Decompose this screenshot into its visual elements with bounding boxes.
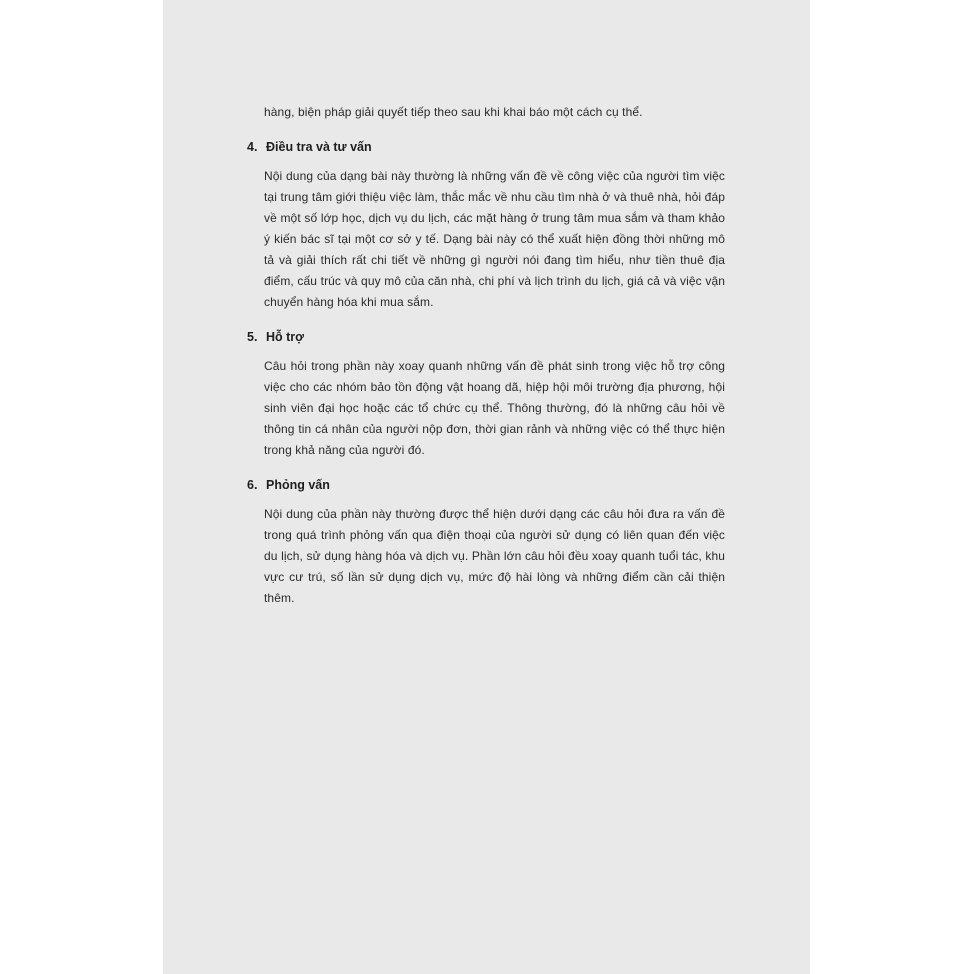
book-page (163, 0, 810, 974)
section-phong-van (247, 475, 725, 609)
section-dieu-tra-va-tu-van (247, 137, 725, 313)
section-number: 5. (247, 330, 258, 344)
section-body: Câu hỏi trong phần này xoay quanh những vấn đề phát sinh trong việc hỗ trợ công việc cho các nhóm bảo tồn động vật hoang dã, hiệp hội môi trường địa phương, hội sinh viên đại học hoặc các tổ chức cụ thể. Thông thường, đó là những câu hỏi về thông tin cá nhân của người nộp đơn, thời gian rảnh và những việc có thể thực hiện trong khả năng của người đó. (264, 359, 725, 457)
section-number: 4. (247, 140, 258, 154)
section-body: Nội dung của phần này thường được thể hiện dưới dạng các câu hỏi đưa ra vấn đề trong quá trình phỏng vấn qua điện thoại của người sử dụng có liên quan đến việc du lịch, sử dụng hàng hóa và dịch vụ. Phần lớn câu hỏi đều xoay quanh tuổi tác, khu vực cư trú, số lần sử dụng dịch vụ, mức độ hài lòng và những điểm cần cải thiện thêm. (264, 507, 725, 605)
section-heading (247, 327, 725, 347)
section-number: 6. (247, 478, 258, 492)
section-heading (247, 137, 725, 157)
page-content (247, 102, 725, 623)
section-ho-tro (247, 327, 725, 461)
section-body: Nội dung của dạng bài này thường là những vấn đề về công việc của người tìm việc tại trung tâm giới thiệu việc làm, thắc mắc về nhu cầu tìm nhà ở và thuê nhà, hỏi đáp về một số lớp học, dịch vụ du lịch, các mặt hàng ở trung tâm mua sắm và tham khảo ý kiến bác sĩ tại một cơ sở y tế. Dạng bài này có thể xuất hiện đồng thời những mô tả và giải thích rất chi tiết về những gì người nói đang tìm hiểu, như tiền thuê địa điểm, cấu trúc và quy mô của căn nhà, chi phí và lịch trình du lịch, giá cả và việc vận chuyển hàng hóa khi mua sắm. (264, 169, 725, 309)
lead-paragraph: hàng, biện pháp giải quyết tiếp theo sau khi khai báo một cách cụ thể. (264, 105, 643, 119)
section-title: Phỏng vấn (266, 478, 330, 492)
section-title: Hỗ trợ (266, 330, 305, 344)
section-title: Điều tra và tư vấn (266, 140, 372, 154)
section-heading (247, 475, 725, 495)
